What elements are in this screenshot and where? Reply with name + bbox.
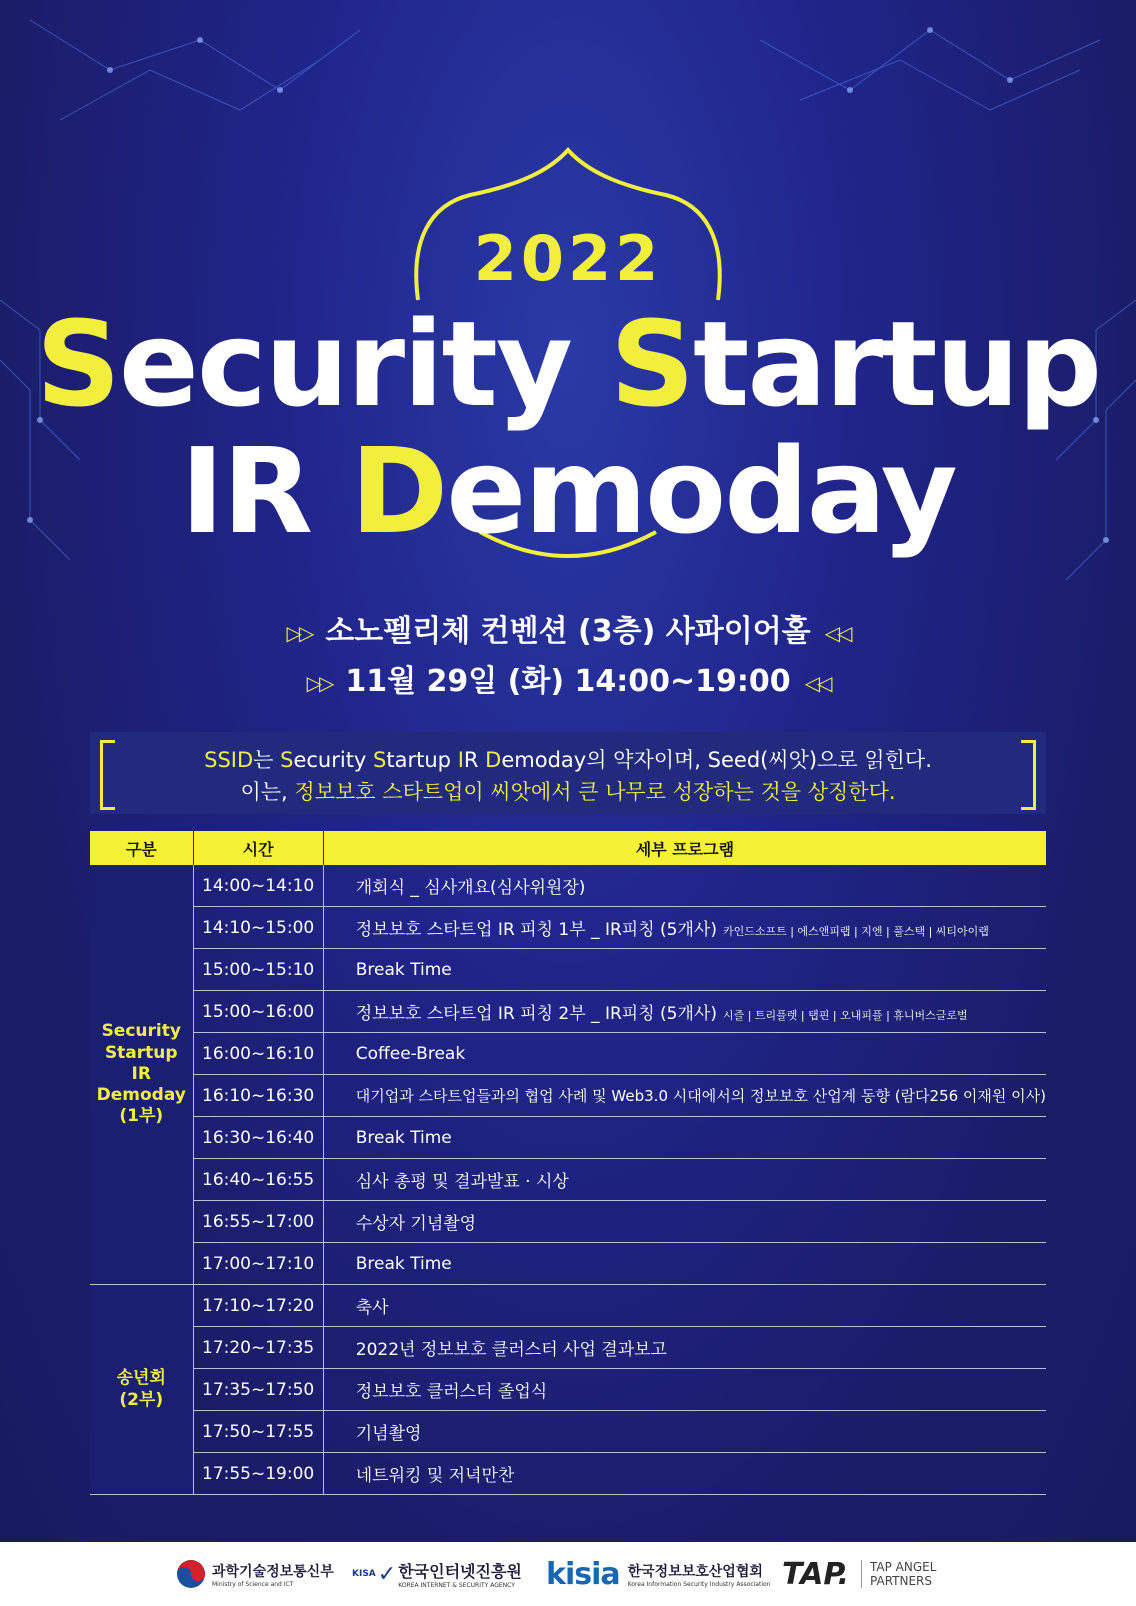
row-program: 기념촬영: [323, 1411, 1046, 1453]
row-time: 14:10~15:00: [193, 907, 323, 949]
title-line-1: Security Startup: [35, 295, 1101, 433]
row-program: 정보보호 클러스터 졸업식: [323, 1369, 1046, 1411]
row-time: 14:00~14:10: [193, 865, 323, 907]
header-program: 세부 프로그램: [323, 831, 1046, 865]
table-row: [90, 1243, 1046, 1285]
row-program: Break Time: [323, 1117, 1046, 1159]
row-program: 축사: [323, 1285, 1046, 1327]
double-arrow-right-icon: ▷▷: [306, 670, 332, 695]
table-row: [90, 1117, 1046, 1159]
row-program: 수상자 기념촬영: [323, 1201, 1046, 1243]
company-list: 시즐 | 트리플렛 | 탭핀 | 오내피플 | 휴니버스글로벌: [722, 1009, 968, 1022]
row-program: 대기업과 스타트업들과의 협업 사례 및 Web3.0 시대에서의 정보보호 산업계 동향 (람다256 이재원 이사): [323, 1075, 1046, 1117]
row-time: 17:55~19:00: [193, 1453, 323, 1495]
table-row: [90, 1285, 1046, 1327]
table-row: [90, 1327, 1046, 1369]
table-row: [90, 1033, 1046, 1075]
row-time: 17:10~17:20: [193, 1285, 323, 1327]
title-line-2: IR Demoday: [180, 422, 956, 560]
row-time: 16:55~17:00: [193, 1201, 323, 1243]
row-program: 정보보호 스타트업 IR 피칭 1부 _ IR피칭 (5개사) 카인드소프트 | 에스앤피랩 | 지엔 | 풀스택 | 씨티아이랩: [323, 907, 1046, 949]
kisa-logo: KISA ✓ 한국인터넷진흥원 KOREA INTERNET & SECURITY AGENCY: [352, 1561, 522, 1589]
header-time: 시간: [193, 831, 323, 865]
row-time: 16:30~16:40: [193, 1117, 323, 1159]
taegeuk-icon: [176, 1559, 206, 1589]
table-row: [90, 991, 1046, 1033]
row-time: 17:50~17:55: [193, 1411, 323, 1453]
row-time: 17:35~17:50: [193, 1369, 323, 1411]
event-year: 2022: [473, 222, 663, 295]
row-time: 15:00~15:10: [193, 949, 323, 991]
venue-line: [0, 606, 1136, 650]
row-time: 16:10~16:30: [193, 1075, 323, 1117]
date-text: 11월 29일 (화) 14:00~19:00: [345, 664, 791, 699]
table-row: [90, 949, 1046, 991]
kisa-swoosh-icon: ✓: [377, 1561, 397, 1587]
msit-logo: 과학기술정보통신부 Ministry of Science and ICT: [176, 1556, 334, 1592]
kisia-logo: kisia 한국정보보호산업협회 Korea Information Security Industry Association: [546, 1556, 771, 1592]
program-table: [90, 831, 1046, 1495]
tap-angel-partners-logo: TAP. TAP ANGEL PARTNERS: [782, 1556, 937, 1592]
table-row: [90, 865, 1046, 907]
row-time: 17:00~17:10: [193, 1243, 323, 1285]
intro-line-2: 이는, 정보보호 스타트업이 씨앗에서 큰 나무로 성장하는 것을 상징한다.: [240, 780, 896, 804]
row-time: 15:00~16:00: [193, 991, 323, 1033]
company-list: 카인드소프트 | 에스앤피랩 | 지엔 | 풀스택 | 씨티아이랩: [722, 925, 989, 938]
row-time: 16:00~16:10: [193, 1033, 323, 1075]
group-part-1: Security Startup IR Demoday (1부): [90, 865, 193, 1285]
row-time: 16:40~16:55: [193, 1159, 323, 1201]
date-line: [0, 656, 1136, 700]
group-part-2: 송년회 (2부): [90, 1285, 193, 1495]
row-program: Break Time: [323, 1243, 1046, 1285]
venue-text: 소노펠리체 컨벤션 (3층) 사파이어홀: [325, 614, 811, 649]
row-program: Break Time: [323, 949, 1046, 991]
sponsor-footer: [0, 1542, 1136, 1606]
row-program: 네트워킹 및 저녁만찬: [323, 1453, 1046, 1495]
table-row: [90, 1411, 1046, 1453]
table-row: [90, 1453, 1046, 1495]
double-arrow-left-icon: ◁◁: [804, 670, 830, 695]
table-row: [90, 1159, 1046, 1201]
double-arrow-left-icon: ◁◁: [824, 620, 850, 645]
row-program: 정보보호 스타트업 IR 피칭 2부 _ IR피칭 (5개사) 시즐 | 트리플렛 | 탭핀 | 오내피플 | 휴니버스글로벌: [323, 991, 1046, 1033]
table-row: [90, 1075, 1046, 1117]
row-program: 개회식 _ 심사개요(심사위원장): [323, 865, 1046, 907]
header-category: 구분: [90, 831, 193, 865]
intro-line-1: SSID는 Security Startup IR Demoday의 약자이며, Seed(씨앗)으로 읽힌다.: [204, 748, 932, 772]
row-time: 17:20~17:35: [193, 1327, 323, 1369]
row-program: 심사 총평 및 결과발표 · 시상: [323, 1159, 1046, 1201]
table-header-row: [90, 831, 1046, 865]
row-program: Coffee-Break: [323, 1033, 1046, 1075]
table-row: [90, 1369, 1046, 1411]
double-arrow-right-icon: ▷▷: [286, 620, 312, 645]
intro-box: [90, 732, 1046, 814]
row-program: 2022년 정보보호 클러스터 사업 결과보고: [323, 1327, 1046, 1369]
table-row: [90, 1201, 1046, 1243]
table-row: [90, 907, 1046, 949]
